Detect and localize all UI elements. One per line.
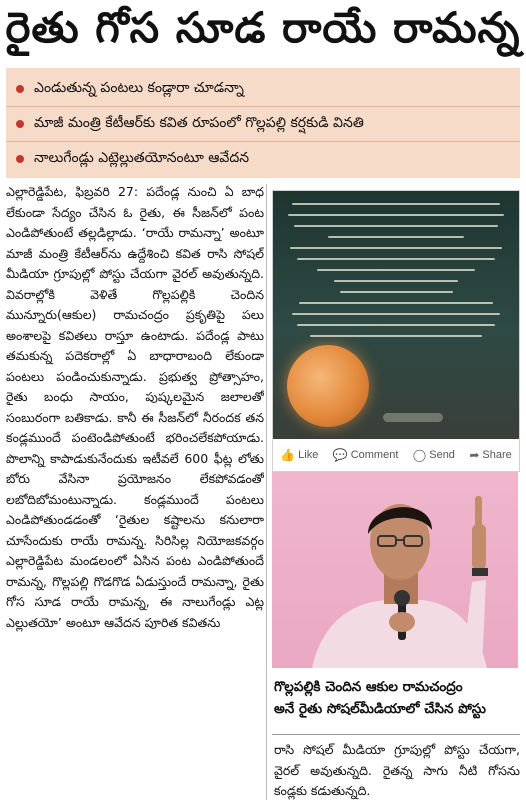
- comment-icon: 💬: [332, 448, 348, 462]
- social-media-post: [272, 190, 520, 472]
- post-action-bar: [273, 441, 519, 469]
- comment-label: Comment: [350, 449, 399, 461]
- bullet-dot-icon: [16, 155, 24, 163]
- article-continuation: రాసి సోషల్ మీడియా గ్రూపుల్లో పోస్టు చేయగా, వైరల్ అవుతున్నది. రైతన్న సాగు నీటి గోసను కండ్లకు కడుతున్నది.: [274, 742, 520, 798]
- like-label: Like: [298, 449, 319, 461]
- share-label: Share: [482, 449, 512, 461]
- highlight-text: మాజీ మంత్రి కేటీఆర్‌కు కవిత రూపంలో గొల్లపల్లి కర్షకుడి వినతి: [34, 114, 364, 131]
- share-button[interactable]: [469, 448, 511, 462]
- image-watermark: [383, 413, 443, 422]
- photo-caption: [274, 676, 518, 728]
- headline: రైతు గోస సూడ రాయే రామన్న: [5, 4, 521, 52]
- moon-image: [287, 345, 369, 427]
- bullet-dot-icon: [16, 120, 24, 128]
- caption-divider: [272, 734, 520, 735]
- comment-button[interactable]: [333, 448, 399, 462]
- caption-line: అనే రైతు సోషల్‌మీడియాలో చేసిన పోస్టు: [274, 701, 486, 717]
- thumbs-up-icon: 👍: [280, 448, 296, 462]
- send-button[interactable]: [413, 448, 455, 462]
- highlight-item: [6, 142, 520, 176]
- like-button[interactable]: [280, 448, 318, 462]
- highlight-item: [6, 72, 520, 107]
- person-photo: [272, 472, 518, 668]
- highlight-text: ఎండుతున్న పంటలు కండ్లారా చూడన్నా: [34, 79, 244, 96]
- bullet-dot-icon: [16, 85, 24, 93]
- messenger-icon: ◯: [412, 448, 427, 462]
- poem-text-lines: [283, 203, 509, 346]
- column-divider: [266, 184, 267, 800]
- highlights-box: [6, 68, 520, 178]
- highlight-text: నాలుగేండ్లు ఎట్లెల్లుతయోనంటూ ఆవేదన: [34, 149, 250, 166]
- send-label: Send: [429, 449, 455, 461]
- poem-image: [273, 191, 519, 439]
- share-icon: ➦: [469, 448, 480, 462]
- article-body: ఎల్లారెడ్డిపేట, ఫిబ్రవరి 27: పదేండ్ల నుంచి ఏ బాధ లేకుండా సేద్యం చేసిన ఓ రైతు, ఈ సీజన్‌లో పంట ఎండిపోతుంటే తల్లడిల్లాడు. ‘రాయే రామన్నా’ అంటూ మాజీ మంత్రి కేటీఆర్‌ను ఉద్దేశించి కవిత రాసి సోషల్ మీడియా గ్రూపుల్లో పోస్టు చేయగా వైరల్ అవుతున్నది. వివరాల్లోకి వెళితే గొల్లపల్లికి చెందిన మున్నూరు(ఆకుల) రామచంద్రం ప్రకృతిపై పలు అంశాలపై కవితలు రాస్తూ ఉంటాడు. పదేండ్ల పాటు తమకున్న పదెకరాల్లో ఏ బాధారాబంది లేకుండా పంటలు పండించుకున్నాడు. ప్రభుత్వ ప్రోత్సాహం, రైతు బంధు సాయం, పుష్కలమైన జలాలతో సంబురంగా బతికాడు. కానీ ఈ సీజన్‌లో నీరందక తన కండ్లముందే పంటెండిపోతుంటే భరించలేకపోయాడు. పొలాన్ని కాపాడుకునేందుకు ఇటీవలే 600 ఫీట్ల లోతు బోరు వేసినా ప్రయోజనం లేకపోవడంతో లబోదిబోమంటున్నాడు. కండ్లముందే పంటలు ఎండిపోతుండడంతో ‘రైతుల కష్టాలను కనులారా చూసేందుకు రాయే రామన్న. సిరిసిల్ల నియోజకవర్గం ఎల్లారెడ్డిపేట మండలంలో ఏసిన పంట ఎండిపోతుందే రామన్న, గొల్లపల్లి గొడగొడ ఏడుస్తుందే రామన్నా, రైతు గోస సూడ రాయే రామన్న, ఈ నాలుగేండ్లు ఎట్ల ఎల్లుతయో’ అంటూ ఆవేదన పూరిత కవితను: [6, 184, 264, 630]
- caption-line: గొల్లపల్లికి చెందిన ఆకుల రామచంద్రం: [274, 679, 463, 695]
- highlight-item: [6, 107, 520, 142]
